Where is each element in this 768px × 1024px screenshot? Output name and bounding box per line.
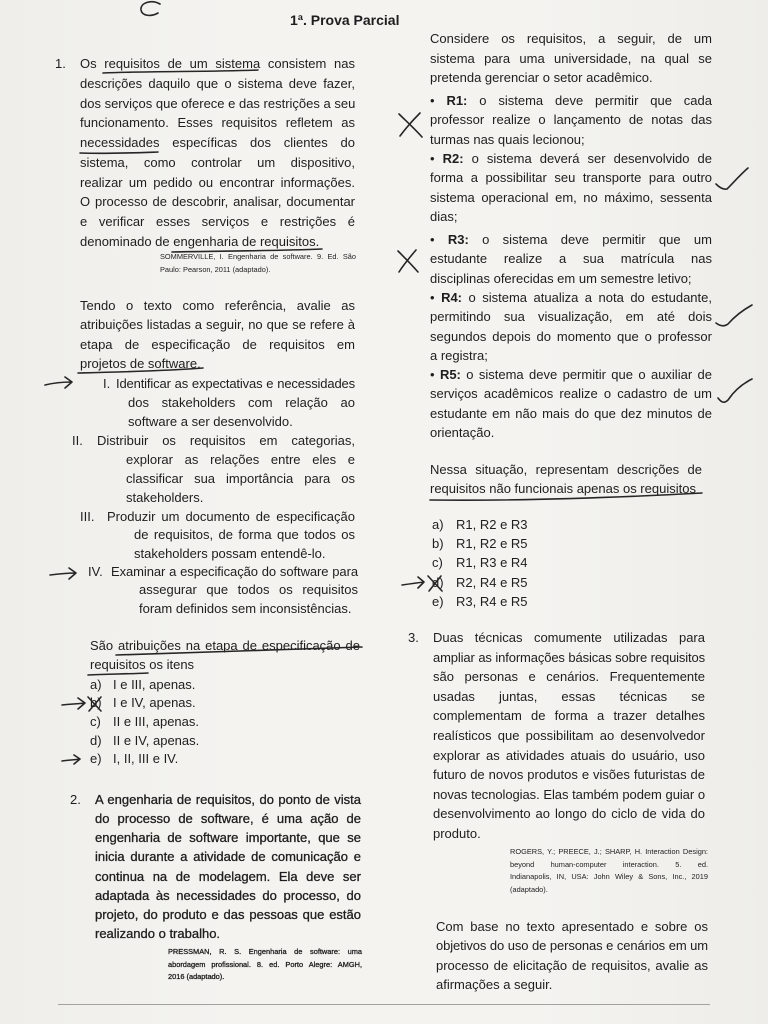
- question-1-text-line: descrições daquilo que o sistema deve fazer,: [80, 75, 355, 91]
- option-letter: a): [90, 676, 102, 692]
- question-3-text-line: são personas e cenários. Frequentemente: [433, 669, 705, 685]
- bullet-icon: •: [430, 151, 435, 166]
- option-letter: d): [90, 732, 102, 748]
- option-b: [90, 694, 199, 713]
- question-1-stem-line: São atribuições na etapa de especificação de: [90, 638, 360, 653]
- statement-line: explorar as relações entre eles e: [126, 451, 355, 467]
- statement-number: IV.: [88, 563, 103, 579]
- question-2-text-line: do processo de software, é uma ação de: [95, 811, 361, 827]
- question-2-number: 2.: [70, 792, 81, 807]
- requirement-r1: [430, 91, 712, 149]
- requirement-line: serviços acadêmicos realize o cadastro de um: [430, 386, 712, 402]
- question-2-stem-line: Nessa situação, representam descrições de: [430, 462, 702, 477]
- handwritten-arrow: [45, 377, 72, 388]
- handwritten-x-mark: [398, 250, 418, 272]
- question-2-text-line: inicia durante a atividade de comunicação e: [95, 849, 361, 865]
- statement-line: de requisitos, de forma que todos os: [134, 527, 355, 542]
- requirement-r3: [430, 230, 712, 288]
- requirement-text: o sistema deverá ser desenvolvido de: [471, 151, 712, 166]
- question-3-prompt-line: Com base no texto apresentado e sobre os: [436, 919, 708, 934]
- requirement-line: estudante em não mais do que dez minutos de: [430, 405, 712, 421]
- question-1-citation: [160, 251, 356, 276]
- bullet-icon: •: [430, 290, 435, 305]
- requirement-continuation: [430, 168, 712, 226]
- option-e: [432, 592, 528, 611]
- question-1-text-line: denominado de engenharia de requisitos.: [80, 233, 320, 249]
- option-text: I e III, apenas.: [113, 676, 196, 692]
- requirement-continuation: [430, 249, 712, 288]
- requirement-line: disciplinas oferecidas em um semestre letivo;: [430, 270, 692, 286]
- requirement-text: o sistema deve permitir que o auxiliar de: [466, 367, 712, 382]
- handwritten-arrow: [62, 755, 80, 764]
- handwritten-x-mark: [399, 113, 422, 137]
- citation-line: ROGERS, Y.; PREECE, J.; SHARP, H. Interaction Design:: [510, 847, 708, 856]
- option-letter: c): [90, 713, 101, 729]
- statement-line: dos stakeholders com relação ao: [128, 394, 355, 410]
- option-text: R2, R4 e R5: [456, 574, 528, 590]
- requirement-label: R1:: [446, 93, 468, 108]
- option-letter: b): [432, 536, 444, 552]
- requirement-label: R4:: [441, 290, 463, 305]
- citation-line: PRESSMAN, R. S. Engenharia de software: uma: [168, 947, 362, 956]
- question-3-text-line: explorar as atividades atuais do usuário, uso: [433, 747, 705, 763]
- question-2-text-line: realizando o trabalho.: [95, 925, 221, 941]
- option-text: R1, R2 e R3: [456, 517, 528, 532]
- question-1-prompt-line: etapa de especificação de requisitos em: [80, 336, 355, 352]
- question-1-number: 1.: [55, 56, 66, 71]
- option-letter: d): [432, 574, 444, 590]
- statement-line: stakeholders.: [126, 489, 204, 505]
- requirement-first-line: [430, 288, 712, 307]
- question-1-text-line: realizar um pedido ou encontrar informações.: [80, 174, 355, 190]
- statement-line: classificar sua importância para os: [126, 470, 355, 486]
- question-3-text-line: Duas técnicas comumente utilizadas para: [433, 630, 705, 645]
- question-2-text-line: A engenharia de requisitos, do ponto de vista: [95, 792, 361, 807]
- statement-line: foram definidos sem inconsistências.: [139, 600, 352, 616]
- statement-item-3: [80, 508, 355, 564]
- handwritten-arrow: [62, 698, 85, 709]
- question-3-text-line: novas tecnologias. Elas também podem guiar o: [433, 786, 705, 802]
- statement-item-1: [103, 374, 355, 431]
- requirement-line: segundos depois do momento que o professor: [430, 328, 712, 344]
- requirement-r4: [430, 288, 712, 366]
- option-c: [90, 713, 199, 732]
- question-1-prompt: [80, 296, 355, 374]
- option-letter: b): [90, 695, 102, 711]
- option-letter: c): [432, 555, 443, 571]
- handwritten-check-mark: [716, 168, 748, 189]
- statement-text: [107, 508, 355, 564]
- question-1-text-line: e verificar esses serviços e restrições é: [80, 214, 355, 229]
- handwritten-arrow: [50, 568, 76, 579]
- option-a: [432, 515, 528, 534]
- requirement-line: a registra;: [430, 348, 488, 364]
- requirement-line: estudante realize a sua matrícula nas: [430, 251, 712, 267]
- question-1-prompt-line: Tendo o texto como referência, avalie as: [80, 298, 355, 313]
- statement-line: Distribuir os requisitos em categorias,: [97, 432, 355, 448]
- statement-line: Produzir um documento de especificação: [107, 508, 355, 524]
- statement-number: II.: [72, 432, 83, 448]
- requirement-line: permitindo sua visualização, em até dois: [430, 309, 712, 325]
- requirement-line: dias;: [430, 209, 458, 225]
- question-1-text-line: Os requisitos de um sistema consistem nas: [80, 56, 355, 71]
- option-d: [432, 573, 528, 592]
- requirement-label: R5:: [439, 367, 461, 382]
- requirement-line: orientação.: [430, 425, 495, 441]
- scenario-line: sistema para uma universidade, na qual se: [430, 50, 712, 66]
- question-3-text: [433, 628, 705, 844]
- question-2-text: [95, 790, 361, 943]
- statement-text: [97, 431, 355, 507]
- statement-line: software a ser desenvolvido.: [128, 413, 293, 429]
- statement-number: I.: [103, 375, 111, 391]
- requirement-line: professor realize o lançamento de notas das: [430, 112, 712, 128]
- option-b: [432, 534, 528, 553]
- option-text: R1, R3 e R4: [456, 555, 528, 571]
- statement-text: [116, 374, 355, 431]
- handwritten-check-mark: [718, 379, 752, 402]
- question-1-text-line: dos serviços que oferece e das restrições a seu: [80, 95, 356, 111]
- question-2-stem: [430, 460, 702, 498]
- question-2-citation: [168, 946, 362, 984]
- requirement-continuation: [430, 307, 712, 365]
- question-1-text-line: funcionamento. Esses requisitos refletem as: [80, 115, 355, 131]
- statement-item-2: [72, 431, 355, 507]
- option-letter: e): [432, 593, 444, 609]
- option-text: I e IV, apenas.: [113, 695, 196, 711]
- question-1-stem: [90, 636, 360, 674]
- requirement-line: sistema operacional em, no máximo, sessenta: [430, 189, 712, 205]
- scenario-line: pretenda gerenciar o setor acadêmico.: [430, 70, 653, 85]
- question-3-text-line: complementam de forma a trazer detalhes: [433, 708, 705, 724]
- statement-line: stakeholders possam entendê-lo.: [134, 545, 326, 561]
- question-3-text-line: realísticos que possibilitam ao desenvolvedor: [433, 727, 705, 743]
- option-letter: e): [90, 751, 102, 767]
- question-3-text-line: produto.: [433, 825, 481, 841]
- option-text: I, II, III e IV.: [113, 751, 179, 767]
- citation-line: (adaptado).: [510, 885, 548, 895]
- bullet-icon: •: [430, 367, 435, 382]
- requirement-label: R2:: [442, 151, 464, 166]
- handwritten-c-mark: [141, 2, 160, 16]
- statement-line: Identificar as expectativas e necessidades: [116, 375, 355, 391]
- question-1-prompt-line: atribuições listadas a seguir, no que se refere à: [80, 317, 355, 333]
- citation-line: abordagem profissional. 8. ed. Porto Alegre: AMGH,: [168, 959, 362, 969]
- requirement-line: turmas nas quais lecionou;: [430, 131, 585, 147]
- option-c: [432, 553, 528, 572]
- question-2-text-line: continua na de modelagem. Ela deve ser: [95, 868, 361, 884]
- citation-line: Paulo: Pearson, 2011 (adaptado).: [160, 264, 271, 274]
- question-1-stem-line: requisitos os itens: [90, 657, 195, 672]
- question-1-text-line: O processo de descobrir, analisar, documentar: [80, 194, 355, 210]
- citation-line: Indianapolis, IN, USA: John Wiley & Sons, Inc., 2019: [510, 872, 708, 882]
- question-2-stem-line: requisitos não funcionais apenas os requisitos: [430, 481, 696, 496]
- statement-item-4: [88, 563, 358, 619]
- question-1-options: [90, 676, 199, 769]
- option-a: [90, 676, 199, 695]
- requirement-r2: [430, 149, 712, 227]
- requirement-line: forma a possibilitar seu transporte para outro: [430, 170, 712, 186]
- option-text: R1, R2 e R5: [456, 536, 528, 552]
- scenario-line: Considere os requisitos, a seguir, de um: [430, 31, 712, 46]
- option-text: II e IV, apenas.: [113, 732, 200, 748]
- question-3-prompt: [436, 917, 708, 995]
- citation-line: SOMMERVILLE, I. Engenharia de software. 9. Ed. São: [160, 252, 356, 261]
- requirement-first-line: [430, 149, 712, 168]
- question-2-text-line: engenharia de software importante, que se: [95, 830, 361, 846]
- question-3-prompt-line: afirmações a seguir.: [436, 977, 553, 993]
- question-2-text-line: adaptada às necessidades do processo, do: [95, 887, 361, 903]
- requirement-label: R3:: [447, 232, 469, 247]
- question-1-text-line: necessidades específicas dos clientes do: [80, 135, 355, 150]
- question-1-text-line: sistema, como controlar um dispositivo,: [80, 154, 355, 170]
- question-3-text-line: desenvolvimento ao longo do ciclo de vida do: [433, 806, 705, 822]
- question-3-text-line: usadas juntas, essas técnicas se: [433, 688, 705, 704]
- question-2-options: [432, 515, 528, 611]
- question-3-prompt-line: processo de elicitação de requisitos, avalie as: [436, 957, 708, 973]
- handwritten-check-mark: [716, 305, 752, 326]
- statement-line: assegurar que todos os requisitos: [139, 582, 358, 597]
- citation-line: 2016 (adaptado).: [168, 972, 225, 982]
- question-3-prompt-line: objetivos do uso de personas e cenários em um: [436, 938, 708, 954]
- question-3-number: 3.: [408, 630, 419, 645]
- question-1-prompt-line: projetos de software.: [80, 356, 201, 372]
- option-letter: a): [432, 517, 444, 532]
- option-text: R3, R4 e R5: [456, 593, 528, 609]
- question-2-scenario: [430, 29, 712, 88]
- question-3-text-line: ampliar as informações básicas sobre requisitos: [433, 649, 705, 665]
- requirement-first-line: [430, 230, 712, 249]
- bullet-icon: •: [430, 232, 435, 247]
- requirement-first-line: [430, 365, 712, 384]
- page-bottom-edge: [58, 1004, 710, 1005]
- option-e: [90, 750, 199, 769]
- requirement-text: o sistema deve permitir que cada: [479, 93, 712, 108]
- citation-line: beyond human-computer interaction. 5. ed.: [510, 859, 708, 869]
- requirement-r5: [430, 365, 712, 443]
- question-1-text: [80, 54, 355, 252]
- statement-text: [111, 563, 358, 619]
- requirement-continuation: [430, 110, 712, 149]
- option-d: [90, 732, 199, 751]
- requirement-text: o sistema deve permitir que um: [482, 232, 712, 247]
- statement-number: III.: [80, 508, 95, 524]
- statement-line: Examinar a especificação do software para: [111, 563, 358, 579]
- question-3-citation: [510, 846, 708, 897]
- question-2-text-line: projeto, do produto e das pessoas que estão: [95, 906, 361, 922]
- question-3-text-line: futuro de novos produtos e visões futuristas de: [433, 767, 705, 783]
- handwritten-arrow: [402, 577, 424, 588]
- requirement-continuation: [430, 384, 712, 442]
- requirement-text: o sistema atualiza a nota do estudante,: [468, 290, 712, 305]
- bullet-icon: •: [430, 93, 435, 108]
- page-title: 1ª. Prova Parcial: [290, 12, 400, 28]
- option-text: II e III, apenas.: [113, 713, 199, 729]
- requirement-first-line: [430, 91, 712, 110]
